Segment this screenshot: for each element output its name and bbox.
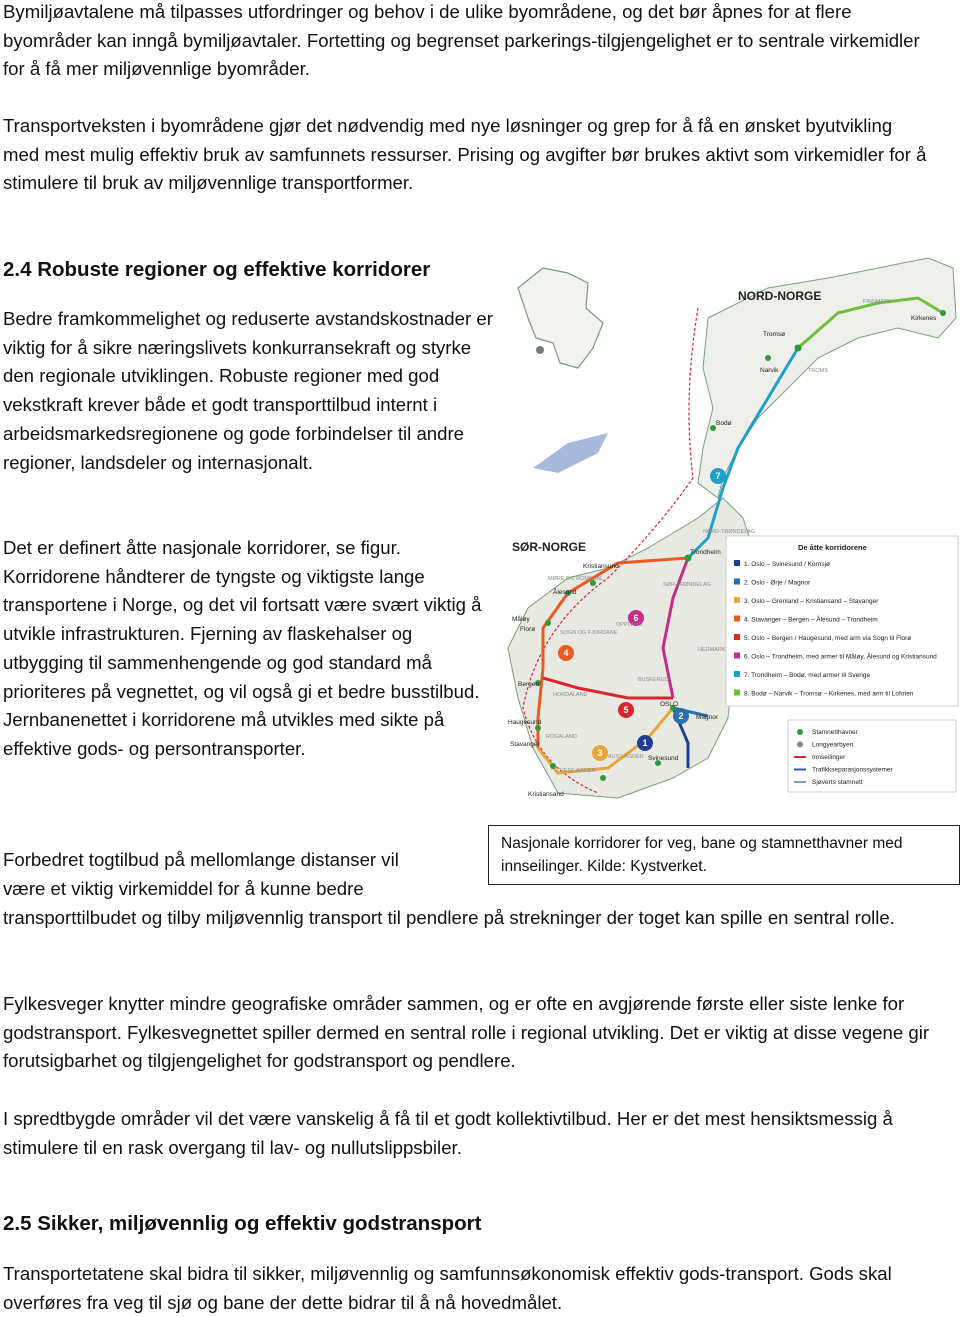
place-bergen: Bergen: [518, 681, 539, 688]
svg-text:2: 2: [678, 711, 684, 721]
place-alesund: Ålesund: [553, 589, 577, 596]
legend-swatch-2: [734, 579, 740, 585]
place-narvik: Narvik: [760, 367, 779, 374]
region-label-nord-norge: NORD-NORGE: [738, 289, 822, 303]
legend-entry-6: 6. Oslo – Trondheim, med armer til Måløy, Ålesund og Kristiansund: [744, 653, 937, 661]
legend-entry-2: 2. Oslo - Ørje / Magnor: [744, 579, 811, 587]
region-label-aust-agder: AUST-AGDER: [608, 754, 644, 760]
place-kristiansand: Kristiansand: [528, 791, 564, 798]
corridor-map-figure: [498, 248, 960, 808]
longyearbyen-marker: [536, 346, 544, 354]
region-label-sogn-fjordane: SOGN OG FJORDANE: [560, 630, 618, 636]
symbol-label-4: Trafikkseparasjonssystemer: [812, 766, 893, 774]
symbol-marker-2: [797, 742, 803, 748]
svg-text:5: 5: [623, 705, 629, 715]
place-stavanger: Stavanger: [510, 741, 540, 748]
region-label-finnmark: FINNMARK: [863, 299, 892, 305]
place-maloy: Måløy: [512, 616, 530, 623]
figure-caption: Nasjonale korridorer for veg, bane og stamnetthavner med innseilinger. Kilde: Kystverket.: [488, 825, 960, 885]
legend-entry-3: 3. Oslo – Grenland – Kristiansand – Stavanger: [744, 598, 879, 605]
section-heading-2-4: 2.4 Robuste regioner og effektive korridorer: [3, 258, 431, 281]
train-paragraph-rest: transporttilbudet og tilby miljøvennlig transport til pendlere på strekninger der toget kan spille en sentral rolle.: [3, 907, 895, 928]
train-paragraph-line-2: være et viktig virkemiddel for å kunne bedre: [3, 878, 364, 899]
rural-paragraph: I spredtbygde områder vil det være vanskelig å få til et godt kollektivtilbud. Her er det mest hensiktsmessig å stimulere til en rask overgang til lav- og nullutslippsbiler.: [3, 1108, 893, 1158]
legend-title: De åtte korridorene: [798, 543, 867, 552]
region-label-sor-trondelag: SØR-TRØNDELAG: [663, 582, 711, 588]
region-label-more-romsdal: MØRE OG ROMSDAL: [548, 576, 604, 582]
county-roads-paragraph: Fylkesveger knytter mindre geografiske områder sammen, og er ofte en avgjørende første eller siste lenke for godstransport. Fylkesvegnettet spiller dermed en sentral rolle i regional utvikling. Det er viktig at disse vegene gir forutsigbarhet og tilgjengelighet for godstransport og pendlere.: [3, 993, 930, 1072]
region-label-oppland: OPPLAND: [616, 622, 643, 628]
region-label-sor-norge: SØR-NORGE: [512, 540, 587, 554]
place-magnor: Magnor: [696, 714, 719, 721]
legend-entry-5: 5. Oslo – Bergen / Haugesund, med arm via Sogn til Florø: [744, 635, 912, 642]
norway-corridor-map: [498, 248, 960, 808]
place-kirkenes: Kirkenes: [911, 315, 937, 322]
symbol-legend: [788, 720, 956, 792]
regions-paragraph: Bedre framkommelighet og reduserte avstandskostnader er viktig for å sikre næringslivets konkurransekraft og styrke den regionale utviklingen. Robuste regioner med god vekstkraft krever både et godt transporttilbud internt i arbeidsmarkedsregionene og gode forbindelser til andre regioner, landsdeler og internasjonalt.: [3, 308, 493, 473]
region-label-hordaland: HORDALAND: [553, 692, 588, 698]
symbol-marker-1: [797, 729, 803, 735]
legend-entry-1: 1. Oslo – Svinesund / Kornsjø: [744, 561, 830, 568]
region-label-nord-trondelag: NORD-TRØNDELAG: [703, 529, 756, 535]
section-heading-2-5: 2.5 Sikker, miljøvennlig og effektiv godstransport: [3, 1212, 482, 1235]
legend-swatch-8: [734, 690, 740, 696]
region-label-troms: TROMS: [808, 368, 828, 374]
symbol-label-5: Sjøverts stamnett: [812, 779, 863, 786]
legend-swatch-1: [734, 560, 740, 566]
region-label-vest-agder: VEST-AGDER: [560, 768, 596, 774]
legend-swatch-3: [734, 597, 740, 603]
region-label-hedmark: HEDMARK: [698, 647, 726, 653]
place-tromso: Tromsø: [763, 331, 786, 338]
transport-paragraph: Transportveksten i byområdene gjør det nødvendig med nye løsninger og grep for å få en ønsket byutvikling med mest mulig effektiv bruk av samfunnets ressurser. Prising og avgifter bør brukes aktivt som virkemidler for å stimulere til bruk av miljøvennlige transportformer.: [3, 115, 927, 194]
svg-text:4: 4: [563, 648, 569, 658]
corridors-paragraph: Det er definert åtte nasjonale korridorer, se figur. Korridorene håndterer de tyngste og viktigste lange transportene i Norge, og det vil fortsatt være svært viktig å utvikle infrastrukturen. Fjerning av flaskehalser og utbygging til sammenhengende og god standard må prioriteres på vegnettet, og vil også gi et bedre busstilbud. Jernbanenettet i korridorene må utvikles med sikte på effektive gods- og persontransporter.: [3, 537, 482, 759]
svg-text:1: 1: [642, 738, 648, 748]
place-bodo: Bodø: [716, 420, 732, 427]
svg-text:3: 3: [597, 748, 603, 758]
intro-paragraph: Bymiljøavtalene må tilpasses utfordringer og behov i de ulike byområdene, og det bør åpnes for at flere byområder kan inngå bymiljøavtaler. Fortetting og begrenset parkerings-tilgjengelighet er to sentrale virkemidler for å få mer miljøvennlige byområder.: [3, 1, 920, 80]
place-haugesund: Haugesund: [508, 719, 542, 726]
place-floro: Florø: [520, 626, 536, 633]
region-label-buskerud: BUSKERUD: [638, 677, 669, 683]
freight-paragraph: Transportetatene skal bidra til sikker, miljøvennlig og samfunnsøkonomisk effektiv gods-transport. Gods skal overføres fra veg til sjø og bane der dette bidrar til å nå hovedmålet.: [3, 1263, 892, 1313]
legend-entry-8: 8. Bodø – Narvik – Tromsø – Kirkenes, med arm til Lofoten: [744, 690, 914, 698]
train-paragraph-line-1: Forbedret togtilbud på mellomlange distanser vil: [3, 849, 399, 870]
symbol-label-3: Innseilinger: [812, 754, 846, 761]
svg-text:7: 7: [715, 471, 721, 481]
legend-swatch-4: [734, 616, 740, 622]
legend-swatch-6: [734, 653, 740, 659]
place-trondheim: Trondheim: [690, 549, 721, 556]
symbol-label-1: Stamnetthavner: [812, 729, 858, 736]
svg-text:6: 6: [633, 613, 639, 623]
corridor-legend: [726, 536, 958, 706]
legend-swatch-7: [734, 671, 740, 677]
symbol-label-2: Longyearbyen: [812, 741, 854, 749]
region-label-rogaland: ROGALAND: [546, 734, 577, 740]
legend-swatch-5: [734, 634, 740, 640]
place-svinesund: Svinesund: [648, 755, 679, 762]
place-oslo: OSLO: [660, 701, 679, 708]
legend-entry-4: 4. Stavanger – Bergen – Ålesund – Trondheim: [744, 616, 878, 624]
place-kristiansund: Kristiansund: [583, 563, 619, 570]
legend-entry-7: 7. Trondheim – Bodø, med armer til Sverige: [744, 672, 871, 679]
